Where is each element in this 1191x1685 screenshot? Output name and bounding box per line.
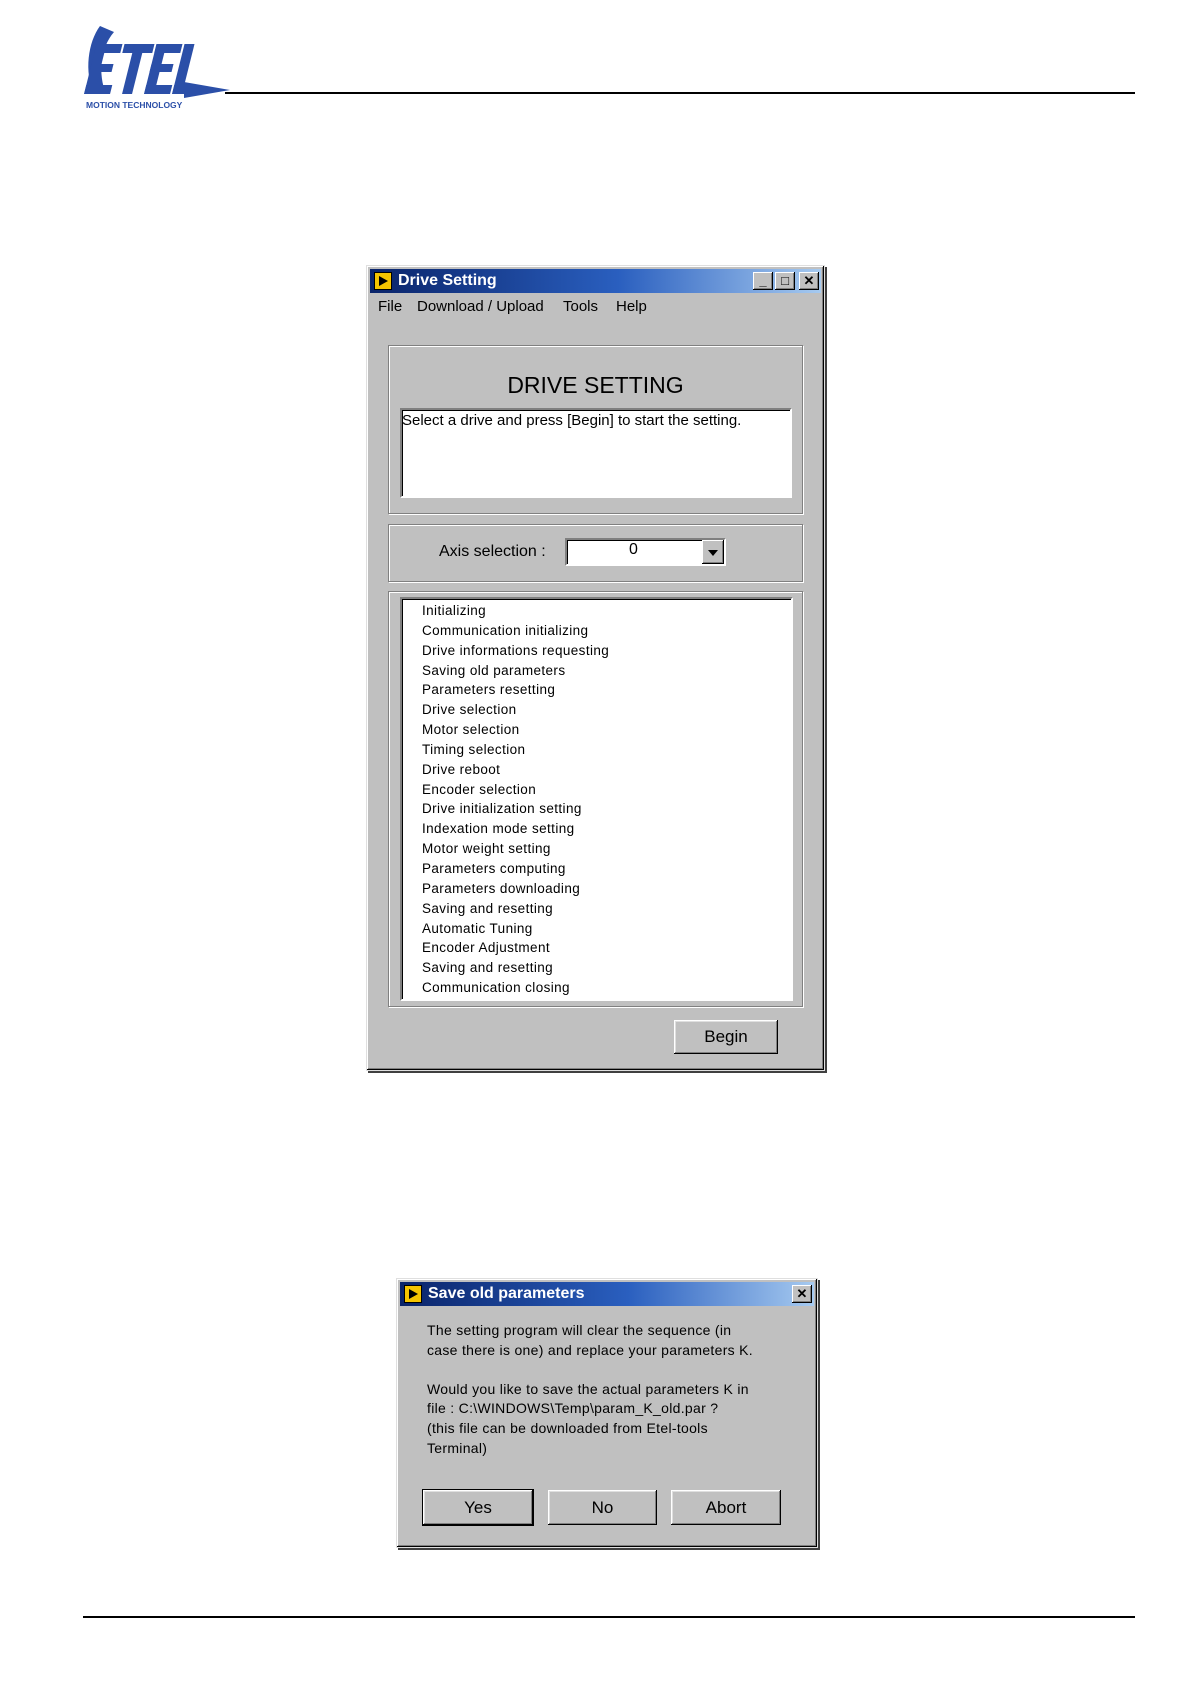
maximize-icon[interactable]: □: [775, 272, 795, 290]
list-item: Drive selection: [422, 702, 517, 718]
list-item: Encoder selection: [422, 781, 537, 797]
dialog-text-line: (this file can be downloaded from Etel-tools: [427, 1419, 708, 1436]
list-item: Drive informations requesting: [422, 642, 610, 658]
no-button[interactable]: No: [548, 1490, 657, 1525]
axis-selection-value: 0: [629, 541, 638, 558]
list-item: Saving and resetting: [422, 900, 554, 916]
list-item: Motor weight setting: [422, 841, 551, 857]
yes-button[interactable]: Yes: [423, 1490, 533, 1525]
list-item: Communication closing: [422, 980, 570, 996]
status-group: [388, 345, 803, 514]
axis-group: [388, 524, 803, 582]
list-item: Timing selection: [422, 741, 526, 757]
header-rule: [225, 92, 1135, 94]
menu-help[interactable]: Help: [616, 298, 647, 315]
list-item: Drive initialization setting: [422, 801, 582, 817]
minimize-icon[interactable]: _: [753, 272, 773, 290]
app-icon: [374, 272, 392, 290]
window-title: Drive Setting: [398, 272, 497, 289]
steps-group: [388, 591, 803, 1007]
close-icon[interactable]: ✕: [799, 272, 819, 290]
axis-selection-dropdown[interactable]: [565, 538, 726, 566]
list-item: Parameters downloading: [422, 880, 581, 896]
close-icon[interactable]: ✕: [792, 1285, 812, 1303]
list-item: Automatic Tuning: [422, 920, 533, 936]
list-item: Drive reboot: [422, 761, 501, 777]
steps-list: [400, 597, 793, 1001]
dialog-text-line: file : C:\WINDOWS\Temp\param_K_old.par ?: [427, 1400, 719, 1417]
dialog-title: Save old parameters: [428, 1285, 585, 1302]
page-title: DRIVE SETTING: [507, 372, 684, 398]
list-item: Saving old parameters: [422, 662, 566, 678]
abort-button[interactable]: Abort: [671, 1490, 781, 1525]
dialog-text-line: Terminal): [427, 1439, 488, 1456]
chevron-down-icon[interactable]: [702, 540, 724, 564]
menu-tools[interactable]: Tools: [563, 298, 599, 315]
status-message: Select a drive and press [Begin] to start the setting.: [402, 412, 742, 429]
menu-bar: [370, 295, 821, 319]
logo-subtitle: MOTION TECHNOLOGY: [86, 100, 183, 110]
dialog-text-line: case there is one) and replace your parameters K.: [427, 1341, 753, 1358]
axis-selection-label: Axis selection :: [439, 543, 546, 560]
footer-rule: [83, 1616, 1135, 1618]
message-box: [400, 408, 792, 498]
list-item: Indexation mode setting: [422, 821, 575, 837]
etel-logo: [80, 22, 230, 112]
list-item: Parameters resetting: [422, 682, 556, 698]
list-item: Initializing: [422, 603, 487, 618]
menu-download-upload[interactable]: Download / Upload: [417, 298, 544, 315]
list-item: Encoder Adjustment: [422, 940, 551, 956]
list-item: Communication initializing: [422, 622, 589, 638]
dialog-titlebar[interactable]: [400, 1282, 814, 1306]
begin-button[interactable]: Begin: [674, 1020, 778, 1054]
app-icon: [404, 1285, 422, 1303]
save-parameters-dialog: [396, 1278, 818, 1548]
dialog-message: [427, 1321, 753, 1458]
menu-file[interactable]: File: [378, 298, 403, 315]
list-item: Parameters computing: [422, 860, 566, 876]
dialog-text-line: Would you like to save the actual parameters K in: [427, 1380, 749, 1397]
list-item: Saving and resetting: [422, 960, 554, 976]
list-item: Motor selection: [422, 722, 520, 738]
dialog-text-line: The setting program will clear the sequence (in: [427, 1322, 732, 1338]
drive-setting-titlebar[interactable]: [370, 269, 821, 293]
drive-setting-window: [366, 265, 825, 1071]
